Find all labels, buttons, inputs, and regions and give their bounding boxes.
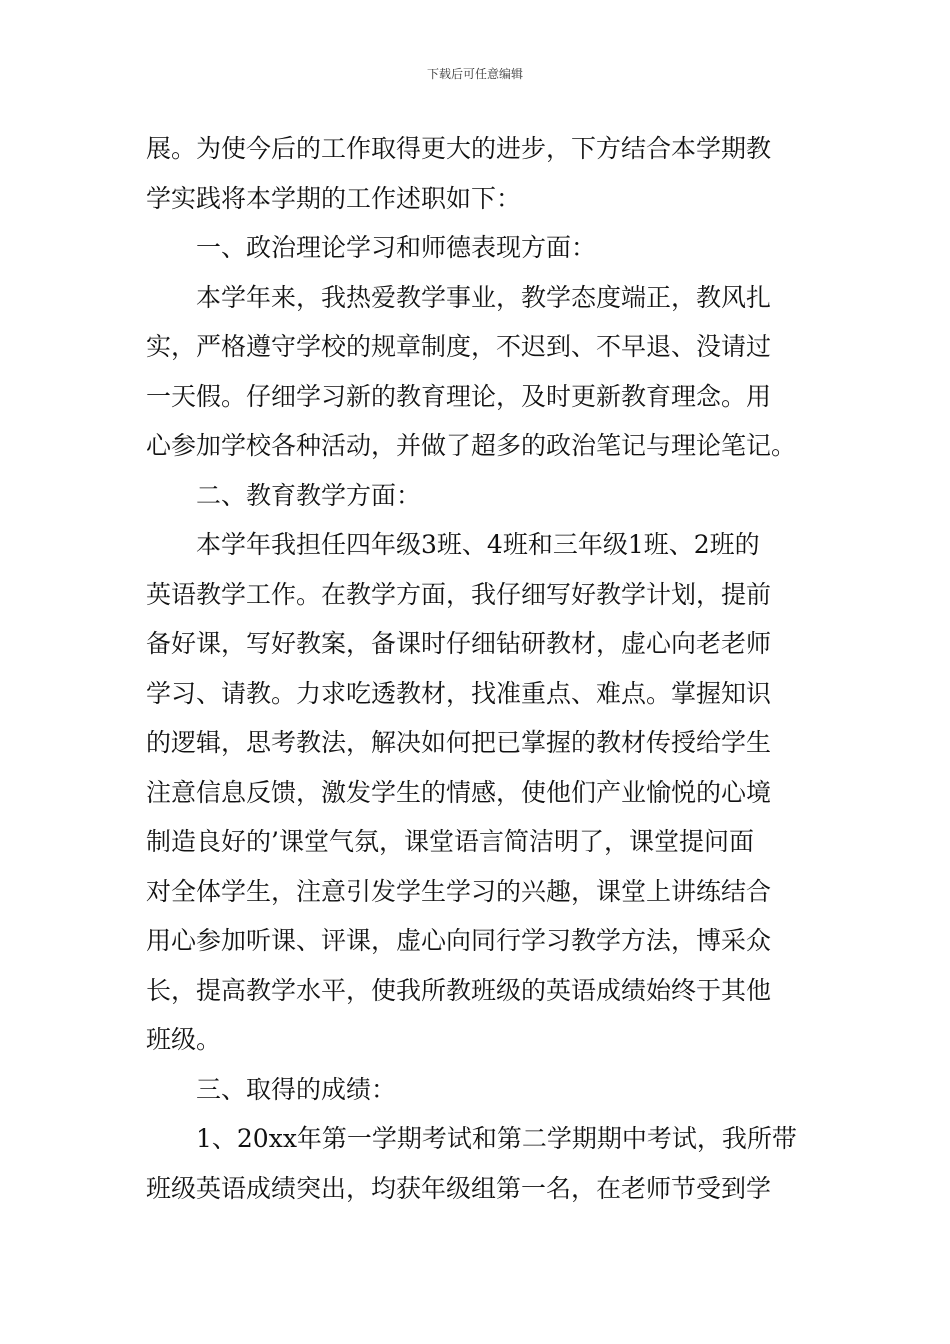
text-line: 注意信息反馈，激发学生的情感，使他们产业愉悦的心境: [146, 777, 772, 807]
text-line: 用心参加听课、评课，虚心向同行学习教学方法，博采众: [146, 926, 772, 955]
text-line: 班级。: [146, 1025, 222, 1054]
text-line: 本学年来，我热爱教学事业，教学态度端正，教风扎: [196, 282, 772, 312]
text-line: 制造良好的’课堂气氛，课堂语言简洁明了，课堂提问面: [146, 827, 754, 856]
text-line: 长，提高教学水平，使我所教班级的英语成绩始终于其他: [146, 975, 772, 1005]
section-heading: 三、取得的成绩：: [196, 1074, 397, 1104]
section-heading: 一、政治理论学习和师德表现方面：: [196, 233, 597, 262]
text-line: 一天假。仔细学习新的教育理论，及时更新教育理念。用: [146, 381, 772, 411]
text-line: 实，严格遵守学校的规章制度，不迟到、不早退、没请过: [146, 332, 772, 361]
text-line: 对全体学生，注意引发学生学习的兴趣，课堂上讲练结合: [146, 876, 772, 906]
text-line: 备好课，写好教案，备课时仔细钻研教材，虚心向老老师: [146, 629, 772, 658]
page-header: 下载后可任意编辑: [426, 67, 523, 81]
text-line: 心参加学校各种活动，并做了超多的政治笔记与理论笔记。: [146, 431, 797, 460]
text-line: 1、20xx年第一学期考试和第二学期期中考试，我所带: [196, 1124, 797, 1153]
text-line: 展。为使今后的工作取得更大的进步，下方结合本学期教: [146, 134, 772, 163]
section-heading: 二、教育教学方面：: [196, 480, 422, 510]
document-body: [146, 124, 810, 1213]
text-line: 英语教学工作。在教学方面，我仔细写好教学计划，提前: [146, 579, 772, 609]
text-line: 学实践将本学期的工作述职如下：: [146, 183, 522, 213]
text-line: 本学年我担任四年级3班、4班和三年级1班、2班的: [196, 530, 760, 559]
text-line: 班级英语成绩突出，均获年级组第一名，在老师节受到学: [146, 1173, 772, 1203]
text-line: 的逻辑，思考教法，解决如何把已掌握的教材传授给学生: [146, 728, 772, 757]
text-line: 学习、请教。力求吃透教材，找准重点、难点。掌握知识: [146, 678, 772, 708]
